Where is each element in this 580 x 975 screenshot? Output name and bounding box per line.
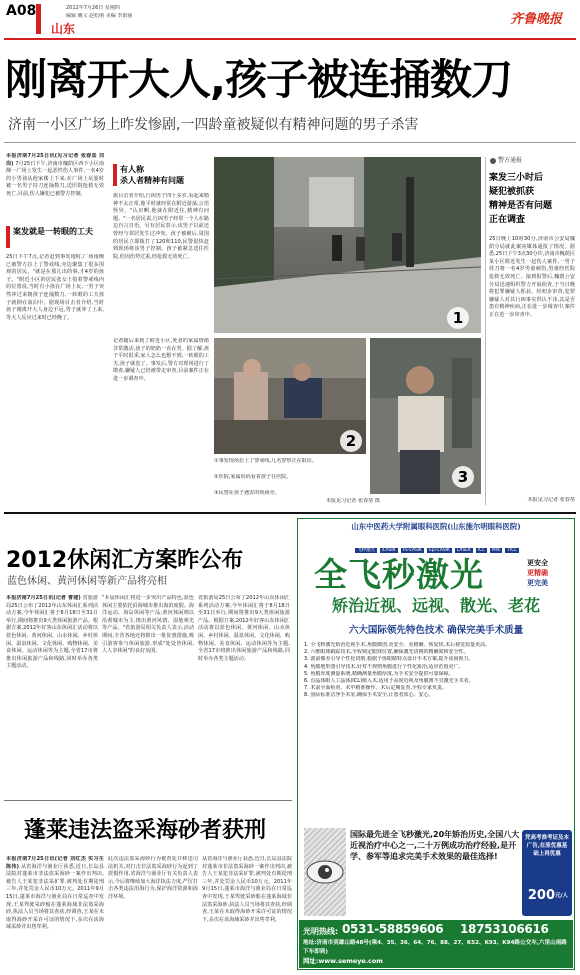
photo-number-1: 1: [447, 307, 469, 329]
lead-col1-text: 7月25日下午,济南市槐荫区西下小区南侧一广场上发生一起恶性伤人事件,一名4岁的小男孩从他家楼上下来,在广场上玩耍时被一名男子持刀连捅数刀,送医院抢救无效死亡,目前,伤人嫌犯已被警方控制。: [6, 160, 104, 197]
story3-headline: 蓬莱违法盗采海砂者获刑: [24, 818, 267, 843]
ad-tag: PRK: [491, 547, 501, 553]
ad-address: 地址:济南市英雄山路48号(乘4、35、36、64、76、88、27、K52、K93、K94路公交车,六里山南路下车即到): [303, 940, 567, 955]
story3-byline: 本报济南7月25日讯(记者 刘红杰 实习生 陈伟): [6, 856, 104, 870]
sidebar-head-3: 精神是否有问题: [489, 201, 553, 211]
col1-subhead: 案发就是一转眼的工夫: [13, 227, 93, 236]
ad-item: 8. 国际标准洁净手术室,确保手术安全,让患者放心、安心。: [304, 692, 434, 699]
masthead-logo: 齐鲁晚报: [510, 12, 563, 27]
story3-text-col2: 此次违法盗采海砂行为被查处并移送司法机关,对打击非法盗采海砂行为起到了震慑作用,省海洋与渔业厅有关负责人表示,今后将继续加大海洋执法力度,严厉打击各类违法用海行为,保护海洋资源和海洋环境。: [108, 856, 198, 900]
divider: [4, 800, 292, 801]
photo-number-2: 2: [340, 430, 362, 452]
caption-2: ②医院,家属妈妈看着孩子在医院。: [214, 474, 292, 480]
ad-treats: 矫治近视、远视、散光、老花: [331, 596, 540, 615]
ad-badge-unit: 元/人: [555, 893, 569, 899]
section-name: 山东: [51, 22, 76, 36]
ad-item: 7. 术前全面检查、术中精准操作、术后定期复查,全程专家负责。: [304, 685, 447, 692]
sidebar-head-1: 案发三小时后: [489, 173, 544, 183]
sidebar-head-4: 正在调查: [489, 215, 526, 225]
ad-item: 2. 六维眼球跟踪技术,全程锁定眼球位置,确保激光切削的精确度和安全性。: [304, 649, 469, 656]
photo-scene-2: [214, 338, 366, 454]
eye-icon: [304, 828, 346, 916]
editors-line: 编辑 戴文 赵松刚 美编 李娟丽: [66, 13, 133, 19]
ad-tag: TICL: [507, 547, 517, 553]
ad-item: 6. 有晶体眼人工晶体(ICL)植入术,适用于高度近视及角膜薄不宜激光手术者。: [304, 678, 474, 685]
ad-side-tag-1: 更安全: [527, 559, 548, 567]
ad-hospital-name: 山东中医药大学附属眼科医院(山东施尔明眼科医院): [351, 522, 521, 531]
ad-tag: FS-LASIK: [402, 547, 422, 553]
ad-item: 5. 角膜厚度测量系统,精确测量角膜厚度,为手术安全提供可靠保障。: [304, 670, 454, 677]
ad-tag: Epi-LASIK: [428, 547, 450, 553]
ad-phone-2: 18753106616: [460, 922, 549, 936]
ad-tag: 飞秒激光: [357, 547, 375, 553]
story2-subhead: 蓝色休闲、黄河休闲等新产品将亮相: [7, 576, 167, 587]
ad-badge-line: 凭高考准考证及本广告,在原优惠基础上再优惠: [525, 835, 570, 857]
ad-side-tag-3: 更完美: [527, 579, 548, 587]
story2-byline: 本报济南7月25日讯(记者 曹建): [6, 595, 81, 601]
ad-phone-label: 光明热线:: [303, 927, 339, 936]
police-icon: [490, 158, 496, 164]
ad-item: 4. 角膜地形图引导技术,针对不规则角膜进行个性化矫治,适应范围更广。: [304, 663, 464, 670]
story2-body: 省旅游局25日公布了2012年山东休闲汇系列活动方案,今年休闲汇将于8月18日至31日举行,期间将推出9大类休闲旅游产品。根据方案,2012年好客山东休闲汇活动将以蓝色休闲、黄河休闲、山水休闲、乡村休闲、温泉休闲、文化休闲、购物休闲、美食休闲、运动休闲等为主题,全省17市将推出休闲旅游产品和线路,同时举办各类主题活动。: [6, 595, 98, 670]
byline-text: 本报济南7月25日讯(见习记者 张春垒 刘岗): [6, 153, 104, 167]
ad-tag: ICL: [477, 547, 485, 553]
story2-text-col3: 省旅游局25日公布了2012年山东休闲汇系列活动方案,今年休闲汇将于8月18日至31日举行,期间将推出9大类休闲旅游产品。根据方案,2012年好客山东休闲汇活动将以蓝色休闲、黄河休闲、山水休闲、乡村休闲、温泉休闲、文化休闲、购物休闲、美食休闲、运动休闲等为主题,全省17市将推出休闲旅游产品和线路,同时举办各类主题活动。: [198, 595, 290, 662]
ad-item: 1. 全飞秒激光矫治近视手术,角膜微创,更安全、更精确、恢复快,术后视觉质量更高。: [304, 642, 491, 648]
ad-item-list: [304, 642, 570, 736]
header-rule: [4, 38, 576, 40]
story2-text: [6, 595, 98, 791]
section-tab: [36, 4, 41, 34]
ad-side-tag-2: 更精确: [527, 569, 548, 577]
story3-body: 从省海洋与渔业厅获悉,近日,长岛县法院对蓬莱市非法盗采海砂一案作出判决,被告人王某犯非法采矿罪,被判处有期徒刑三年,并处罚金人民币10万元。2011年9月15日,蓬莱市海洋与渔业局在日常巡查中发现,王某驾驶采砂船在蓬莱海域非法盗采海砂,执法人员当场将其查获,经调查,王某在未取得海砂开采许可证的情况下,多次在该海域采砂并出售牟利。: [6, 863, 104, 931]
date-line: 2012年7月26日 星期四: [66, 5, 120, 11]
ad-slogan: 六大国际领先特色技术 确保完美手术质量: [348, 625, 524, 636]
ad-item: 3. 波前像差引导个性化切削,根据个体眼睛特点设计手术方案,提升夜间视力。: [304, 656, 474, 663]
sidebar-label: 警方通报: [498, 157, 523, 164]
col2-subhead-bar: [113, 164, 117, 186]
ad-tag: iLASIK: [381, 547, 396, 553]
caption-3: ③民警在孩子遇害的现场旁。: [214, 490, 280, 496]
story2-headline: 2012休闲汇方案昨公布: [6, 548, 244, 573]
col1-subhead-bar: [6, 226, 10, 248]
col2-subhead2: 杀人者精神有问题: [120, 176, 184, 185]
ad-eye-image: [304, 828, 346, 916]
ad-tag-row: [301, 547, 573, 553]
photo-scene-3: [370, 338, 481, 494]
ad-website: 网址:www.semeye.com: [303, 957, 383, 965]
ad-badge-amount: 200: [527, 888, 555, 903]
story2-text-col2: "本届休闲汇将进一步突出产品特色,蓝色休闲主要依托沿海城市推出海滨度假、海洋运动、海岛休闲等产品;黄河休闲则以沿黄城市为主,推出黄河风情、湿地观光等产品。"省旅游局相关负责人表示,活动期间,全省各地还将推出一批优惠措施,吸引游客参与休闲旅游,形成"处处皆休闲,人人享休闲"的良好氛围。: [102, 595, 194, 655]
ad-tag: LASEK: [456, 547, 471, 553]
divider: [4, 142, 576, 143]
photo-scene-1: [214, 157, 481, 333]
caption-1: ①事发现场拉上了警戒线,几名警察正在取证。: [214, 458, 317, 464]
divider: [4, 512, 576, 514]
col2-subhead1: 有人称: [120, 165, 144, 174]
story3-text: [6, 856, 104, 968]
photo-number-3: 3: [452, 466, 474, 488]
lead-subhead: 济南一小区广场上昨发惨剧,一四龄童被疑似有精神问题的男子杀害: [8, 117, 419, 133]
ad-big-title: 全飞秒激光: [314, 556, 484, 594]
photo-scene-1-art: [214, 157, 481, 333]
story3-text-col3: 从省海洋与渔业厅获悉,近日,长岛县法院对蓬莱市非法盗采海砂一案作出判决,被告人王某犯非法采矿罪,被判处有期徒刑三年,并处罚金人民币10万元。2011年9月15日,蓬莱市海洋与渔业局在日常巡查中发现,王某驾驶采砂船在蓬莱海域非法盗采海砂,执法人员当场将其查获,经调查,王某在未取得海砂开采许可证的情况下,多次在该海域采砂并出售牟利。: [202, 856, 292, 923]
lead-col2-text2: 记者随后来到了附近小区,死者的家属情绪非常激动,孩子的奶奶一直在哭。据了解,孩子平时很乖,家人怎么也想不到,一转眼的工夫,孩子就没了。事发后,警方对现场进行了勘查,嫌疑人已经被带走审查,目前案件正在进一步调查中。: [113, 338, 209, 382]
sidebar-credit: 本报见习记者 张春垒: [527, 497, 575, 503]
ad-promo-text: 国际最先进全飞秒激光,20年矫治历史,全国八大近视治疗中心之一,二十万例成功治疗经验,是开学、参军等追求完美手术效果的最佳选择!: [350, 830, 520, 861]
lead-headline: 刚离开大人,孩子被连捅数刀: [5, 58, 512, 102]
lead-byline: [6, 153, 104, 223]
page-number: A08: [6, 3, 37, 19]
sidebar-divider: [485, 157, 486, 505]
ad-phone-1: 0531-58859606: [342, 922, 444, 936]
lead-col1-text2: 25日下午7点,记者赶到事发地时,广场南侧已被警方拉上了警戒线,旁边聚集了很多围观的居民。"就是在那儿出的事,才4岁的孩子。"附近小区的居民张女士指着警戒线内的位置说,当时有小孩在广场上玩,一男子突然冲过来朝孩子连捅数刀,一转眼的工夫孩子就倒在血泊中。据现场目击者介绍,当时孩子刚离开大人身边不远,男子就冲了上来,等大人反应过来时已经晚了。: [6, 254, 104, 321]
sidebar-text: 25日晚上10时30分,济南市公安局槐荫分局就此案向媒体通报了情况。据悉,25日下午3点30分许,济南市槐荫区某小区附近发生一起伤人案件,一男子持刀将一名4岁男童刺伤,男童经医院抢救无效死亡。接到报警后,槐荫公安分局迅速组织警力开展侦查,于当日晚将犯罪嫌疑人抓获。经初步审查,犯罪嫌疑人对其行凶事实供认不讳,其是否患有精神疾病,正在进一步调查中,案件正在进一步审查中。: [489, 236, 575, 318]
sidebar-head-2: 疑犯被抓获: [489, 187, 535, 197]
lead-col2-text: 据目击者介绍,行凶男子四十多岁,看起来精神不太正常,他平时就经常在附近游荡,言语怪异。"认识啊,他就在附近住,精神有问题。"一名居民说,行凶男子经常一个人在路边自言自语。另有居民表示,该男子以前还曾经与邻居发生过冲突。孩子被刺后,周围的居民立即拨打了120和110,民警很快赶到现场将该男子控制。孩子被紧急送往医院,但因伤势过重,经抢救无效死亡。: [113, 193, 209, 260]
photo-credit: 本报见习记者 张春垒 摄: [325, 498, 380, 504]
